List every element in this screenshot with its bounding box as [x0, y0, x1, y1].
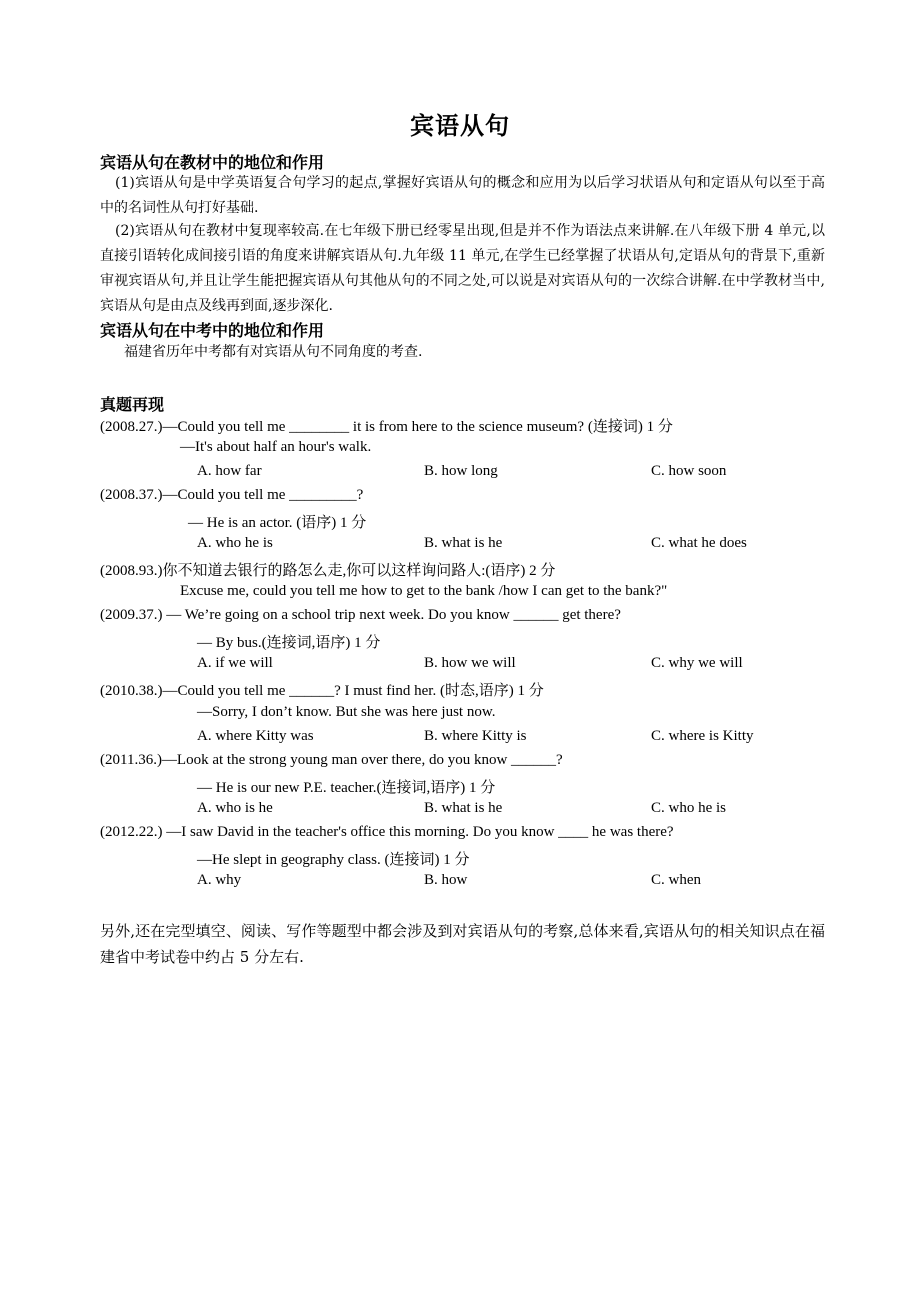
question-reply: —He slept in geography class. (连接词) 1 分: [197, 852, 470, 868]
option-b: B. what is he: [424, 800, 503, 816]
option-c: C. how soon: [651, 463, 727, 479]
question-stem: (2010.38.)—Could you tell me ______? I must find her. (时态,语序) 1 分: [100, 683, 544, 699]
closing-paragraph: 另外,还在完型填空、阅读、写作等题型中都会涉及到对宾语从句的考察,总体来看,宾语从句的相关知识点在福建省中考试卷中约占 5 分左右.: [100, 922, 825, 966]
option-b: B. where Kitty is: [424, 728, 527, 744]
option-c: C. what he does: [651, 535, 747, 551]
question-stem: (2008.37.)—Could you tell me _________?: [100, 487, 364, 503]
page-title: 宾语从句: [410, 112, 510, 140]
question-stem: (2012.22.) —I saw David in the teacher's office this morning. Do you know ____ he was there?: [100, 824, 674, 840]
paragraph-1: (1)宾语从句是中学英语复合句学习的起点,掌握好宾语从句的概念和应用为以后学习状语从句和定语从句以至于高中的名词性从句打好基础.: [100, 175, 825, 216]
section-heading-textbook: 宾语从句在教材中的地位和作用: [100, 153, 325, 172]
question-stem: (2008.27.)—Could you tell me ________ it is from here to the science museum? (连接词) 1 分: [100, 419, 673, 435]
paragraph-exam: 福建省历年中考都有对宾语从句不同角度的考查.: [124, 344, 423, 360]
question-reply: — By bus.(连接词,语序) 1 分: [197, 635, 381, 651]
option-a: A. why: [197, 872, 242, 888]
option-a: A. where Kitty was: [197, 728, 314, 744]
paragraph-2: (2)宾语从句在教材中复现率较高.在七年级下册已经零星出现,但是并不作为语法点来讲解.在八年级下册 4 单元,以直接引语转化成间接引语的角度来讲解宾语从句.九年级 11 单元,在学生已经掌握了状语从句,定语从句的背景下,重新审视宾语从句,并且让学生能把握宾语从句其他从句的不同之处,可以说是对宾语从句的一次综合讲解.在中学教材当中,宾语从句是由点及线再到面,逐步深化.: [100, 223, 825, 314]
option-b: B. how: [424, 872, 468, 888]
section-heading-exam: 宾语从句在中考中的地位和作用: [100, 321, 325, 340]
question-stem: (2011.36.)—Look at the strong young man over there, do you know ______?: [100, 752, 563, 768]
option-a: A. if we will: [197, 655, 273, 671]
option-b: B. how we will: [424, 655, 516, 671]
option-a: A. how far: [197, 463, 262, 479]
question-reply: —Sorry, I don’t know. But she was here just now.: [197, 704, 496, 720]
option-c: C. where is Kitty: [651, 728, 754, 744]
section-heading-past-questions: 真题再现: [100, 395, 165, 414]
question-stem: (2009.37.) — We’re going on a school trip next week. Do you know ______ get there?: [100, 607, 621, 623]
question-reply: — He is our new P.E. teacher.(连接词,语序) 1 分: [197, 780, 496, 796]
option-c: C. who he is: [651, 800, 726, 816]
option-b: B. what is he: [424, 535, 503, 551]
question-reply: —It's about half an hour's walk.: [180, 439, 372, 455]
question-stem: (2008.93.)你不知道去银行的路怎么走,你可以这样询问路人:(语序) 2 分: [100, 563, 556, 579]
option-a: A. who he is: [197, 535, 273, 551]
question-answer: Excuse me, could you tell me how to get to the bank /how I can get to the bank?": [180, 583, 668, 599]
option-b: B. how long: [424, 463, 498, 479]
question-reply: — He is an actor. (语序) 1 分: [188, 515, 367, 531]
option-c: C. why we will: [651, 655, 743, 671]
option-a: A. who is he: [197, 800, 273, 816]
option-c: C. when: [651, 872, 701, 888]
